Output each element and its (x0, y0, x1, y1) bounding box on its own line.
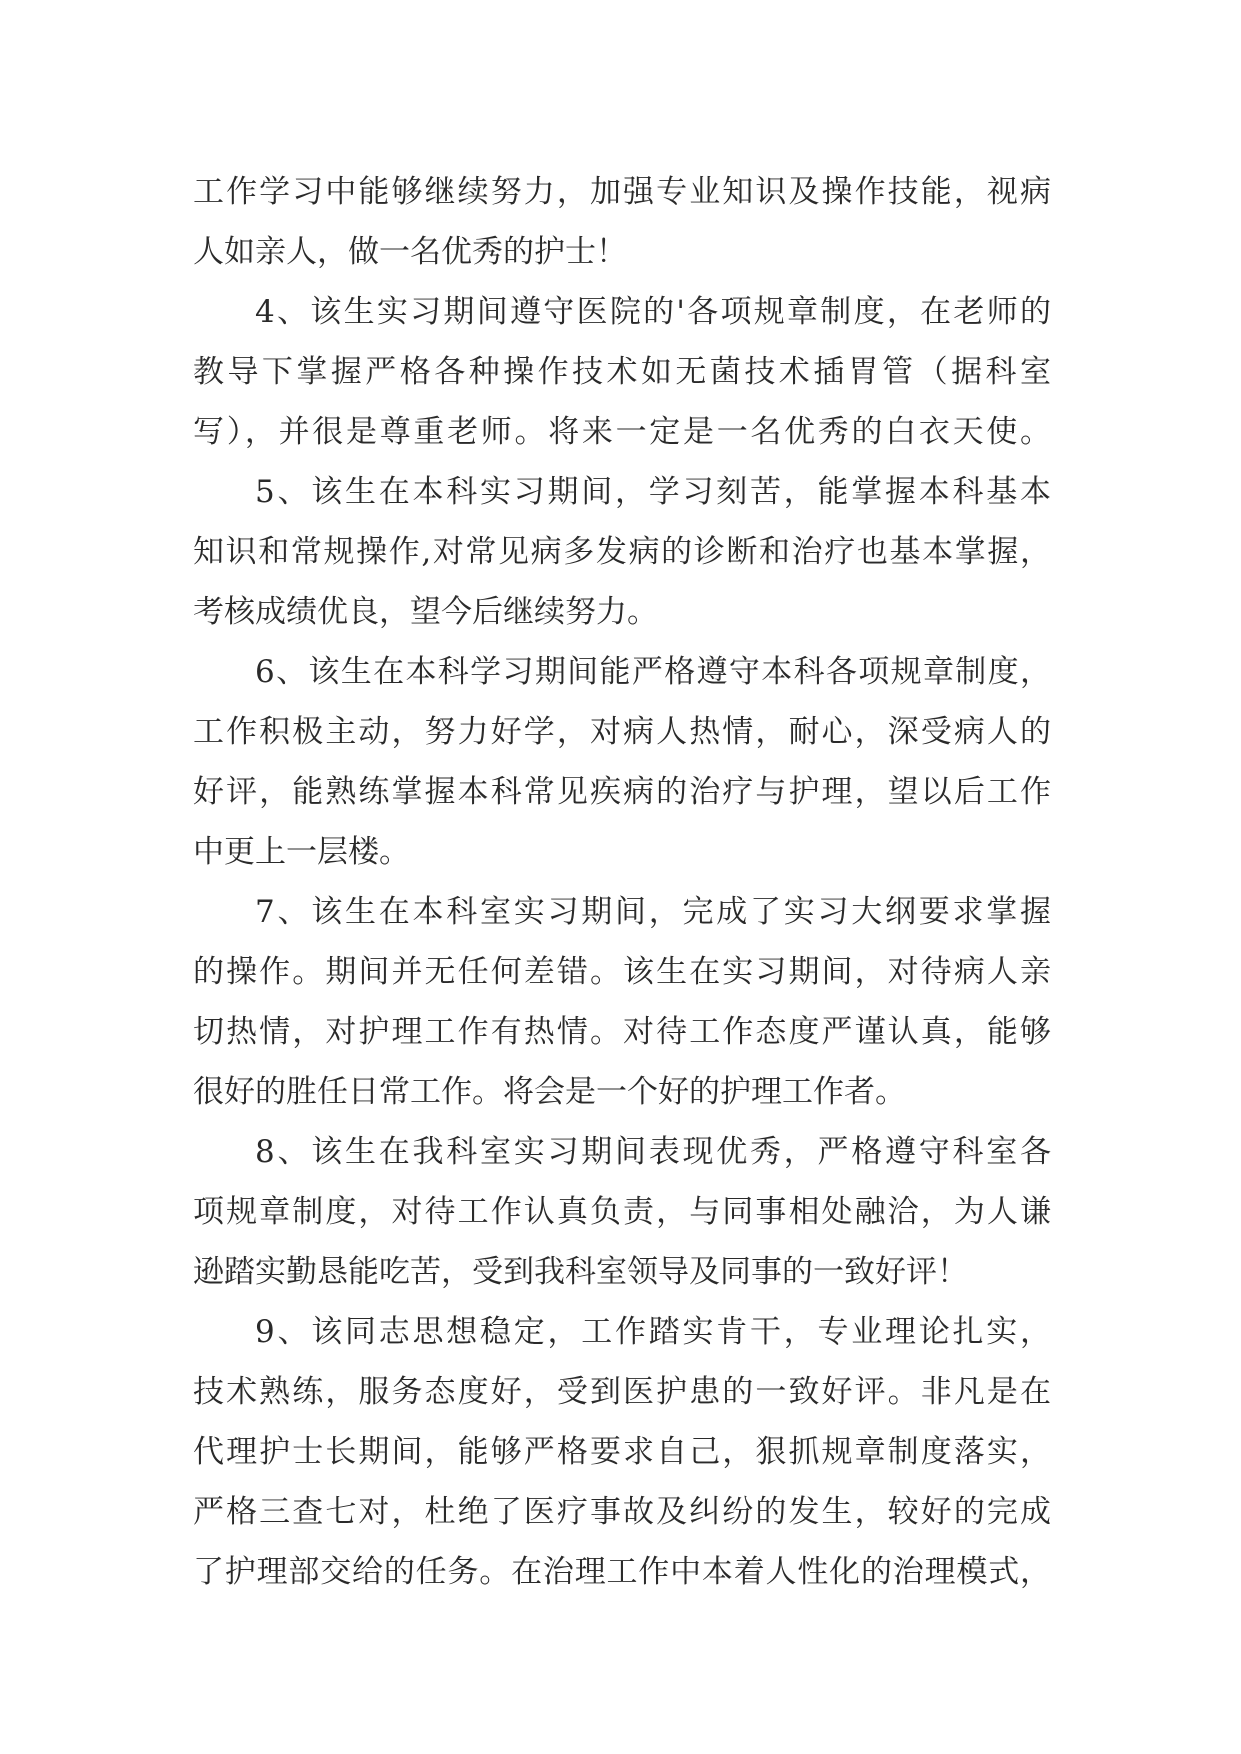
text-line: 9、该同志思想稳定，工作踏实肯干，专业理论扎实， (255, 1314, 1051, 1350)
text-line: 考核成绩优良，望今后继续努力。 (193, 594, 658, 630)
text-line: 好评，能熟练掌握本科常见疾病的治疗与护理，望以后工作 (193, 774, 1051, 810)
text-line: 代理护士长期间，能够严格要求自己，狠抓规章制度落实， (193, 1434, 1051, 1470)
text-line: 8、该生在我科室实习期间表现优秀，严格遵守科室各 (255, 1134, 1051, 1170)
text-line: 人如亲人，做一名优秀的护士！ (193, 234, 627, 270)
text-line: 工作积极主动，努力好学，对病人热情，耐心，深受病人的 (193, 714, 1051, 750)
text-line: 技术熟练，服务态度好，受到医护患的一致好评。非凡是在 (193, 1374, 1051, 1410)
text-line: 写），并很是尊重老师。将来一定是一名优秀的白衣天使。 (193, 414, 1051, 450)
text-line: 5、该生在本科实习期间，学习刻苦，能掌握本科基本 (255, 474, 1051, 510)
text-line: 7、该生在本科室实习期间，完成了实习大纲要求掌握 (255, 894, 1051, 930)
text-line: 项规章制度，对待工作认真负责，与同事相处融洽，为人谦 (193, 1194, 1051, 1230)
text-line: 很好的胜任日常工作。将会是一个好的护理工作者。 (193, 1074, 906, 1110)
text-line: 4、该生实习期间遵守医院的'各项规章制度，在老师的 (255, 294, 1051, 330)
text-line: 教导下掌握严格各种操作技术如无菌技术插胃管（据科室 (193, 354, 1051, 390)
text-line: 逊踏实勤恳能吃苦，受到我科室领导及同事的一致好评！ (193, 1254, 968, 1290)
text-line: 的操作。期间并无任何差错。该生在实习期间，对待病人亲 (193, 954, 1051, 990)
text-line: 6、该生在本科学习期间能严格遵守本科各项规章制度， (255, 654, 1051, 690)
document-body (193, 162, 1051, 1602)
text-line: 知识和常规操作,对常见病多发病的诊断和治疗也基本掌握， (193, 534, 1051, 570)
text-line: 严格三查七对，杜绝了医疗事故及纠纷的发生，较好的完成 (193, 1494, 1051, 1530)
text-line: 切热情，对护理工作有热情。对待工作态度严谨认真，能够 (193, 1014, 1051, 1050)
text-line: 工作学习中能够继续努力，加强专业知识及操作技能，视病 (193, 174, 1051, 210)
text-line: 中更上一层楼。 (193, 834, 410, 870)
text-line: 了护理部交给的任务。在治理工作中本着人性化的治理模式， (193, 1554, 1051, 1590)
